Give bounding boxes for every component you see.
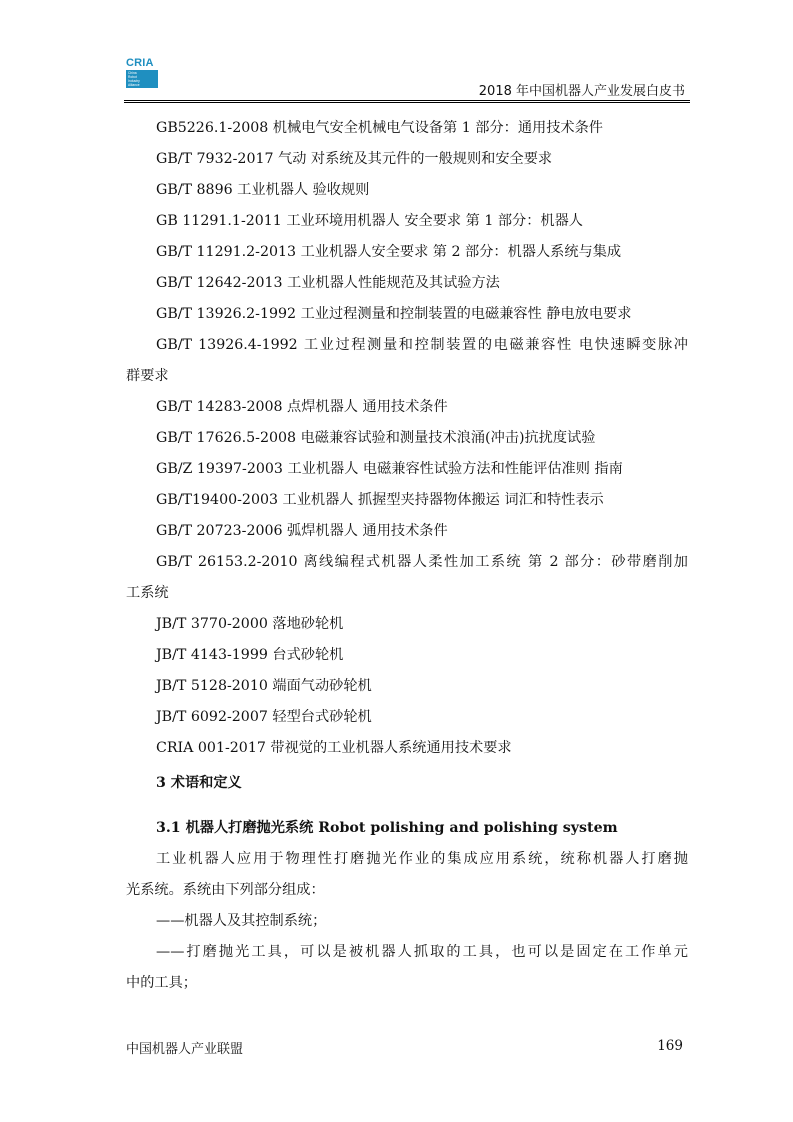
header-rule-thin (124, 102, 690, 103)
standard-item: GB 11291.1-2011 工业环境用机器人 安全要求 第 1 部分：机器人 (156, 213, 583, 229)
standard-item: JB/T 6092-2007 轻型台式砂轮机 (156, 709, 372, 725)
standard-item: GB/T 14283-2008 点焊机器人 通用技术条件 (156, 399, 448, 415)
standard-item: GB/T 13926.2-1992 工业过程测量和控制装置的电磁兼容性 静电放电要求 (156, 306, 632, 322)
page-number: 169 (657, 1038, 683, 1054)
logo-text: CRIA (126, 57, 154, 69)
header-title: 2018 年中国机器人产业发展白皮书 (478, 84, 685, 99)
subsection-heading: 3.1 机器人打磨抛光系统 Robot polishing and polishing system (156, 820, 618, 836)
standard-item: GB/T 26153.2-2010 离线编程式机器人柔性加工系统 第 2 部分：砂带磨削加 (156, 554, 688, 570)
standard-item: JB/T 4143-1999 台式砂轮机 (156, 647, 344, 663)
standard-item: GB/T 12642-2013 工业机器人性能规范及其试验方法 (156, 275, 500, 291)
standard-item-continuation: 工系统 (126, 585, 169, 601)
paragraph-line: 工业机器人应用于物理性打磨抛光作业的集成应用系统，统称机器人打磨抛 (156, 851, 688, 867)
standard-item: GB/T19400-2003 工业机器人 抓握型夹持器物体搬运 词汇和特性表示 (156, 492, 604, 508)
standard-item: GB/T 13926.4-1992 工业过程测量和控制装置的电磁兼容性 电快速瞬变脉冲 (156, 337, 688, 353)
standard-item: GB/T 17626.5-2008 电磁兼容试验和测量技术浪涌(冲击)抗扰度试验 (156, 430, 596, 446)
standard-item: GB/T 8896 工业机器人 验收规则 (156, 182, 370, 198)
standard-item: GB/T 20723-2006 弧焊机器人 通用技术条件 (156, 523, 448, 539)
section-heading: 3 术语和定义 (156, 775, 242, 791)
standard-item: GB/Z 19397-2003 工业机器人 电磁兼容性试验方法和性能评估准则 指南 (156, 461, 623, 477)
standard-item: JB/T 3770-2000 落地砂轮机 (156, 616, 344, 632)
list-item: ——打磨抛光工具，可以是被机器人抓取的工具，也可以是固定在工作单元 (156, 944, 688, 960)
standard-item: GB5226.1-2008 机械电气安全机械电气设备第 1 部分：通用技术条件 (156, 120, 603, 136)
list-item-continuation: 中的工具； (126, 975, 197, 991)
page-body (126, 113, 688, 999)
footer-org: 中国机器人产业联盟 (126, 1042, 244, 1057)
list-item: ——机器人及其控制系统； (156, 913, 327, 929)
standard-item: GB/T 11291.2-2013 工业机器人安全要求 第 2 部分：机器人系统与集成 (156, 244, 622, 260)
standard-item: GB/T 7932-2017 气动 对系统及其元件的一般规则和安全要求 (156, 151, 553, 167)
header-rule (124, 100, 690, 101)
paragraph-line: 光系统。系统由下列部分组成： (126, 882, 325, 898)
standard-item-continuation: 群要求 (126, 368, 169, 384)
standard-item: CRIA 001-2017 带视觉的工业机器人系统通用技术要求 (156, 740, 512, 756)
logo-subtext: China Robot Industry Alliance (128, 71, 140, 87)
standard-item: JB/T 5128-2010 端面气动砂轮机 (156, 678, 372, 694)
cria-logo (126, 58, 158, 88)
